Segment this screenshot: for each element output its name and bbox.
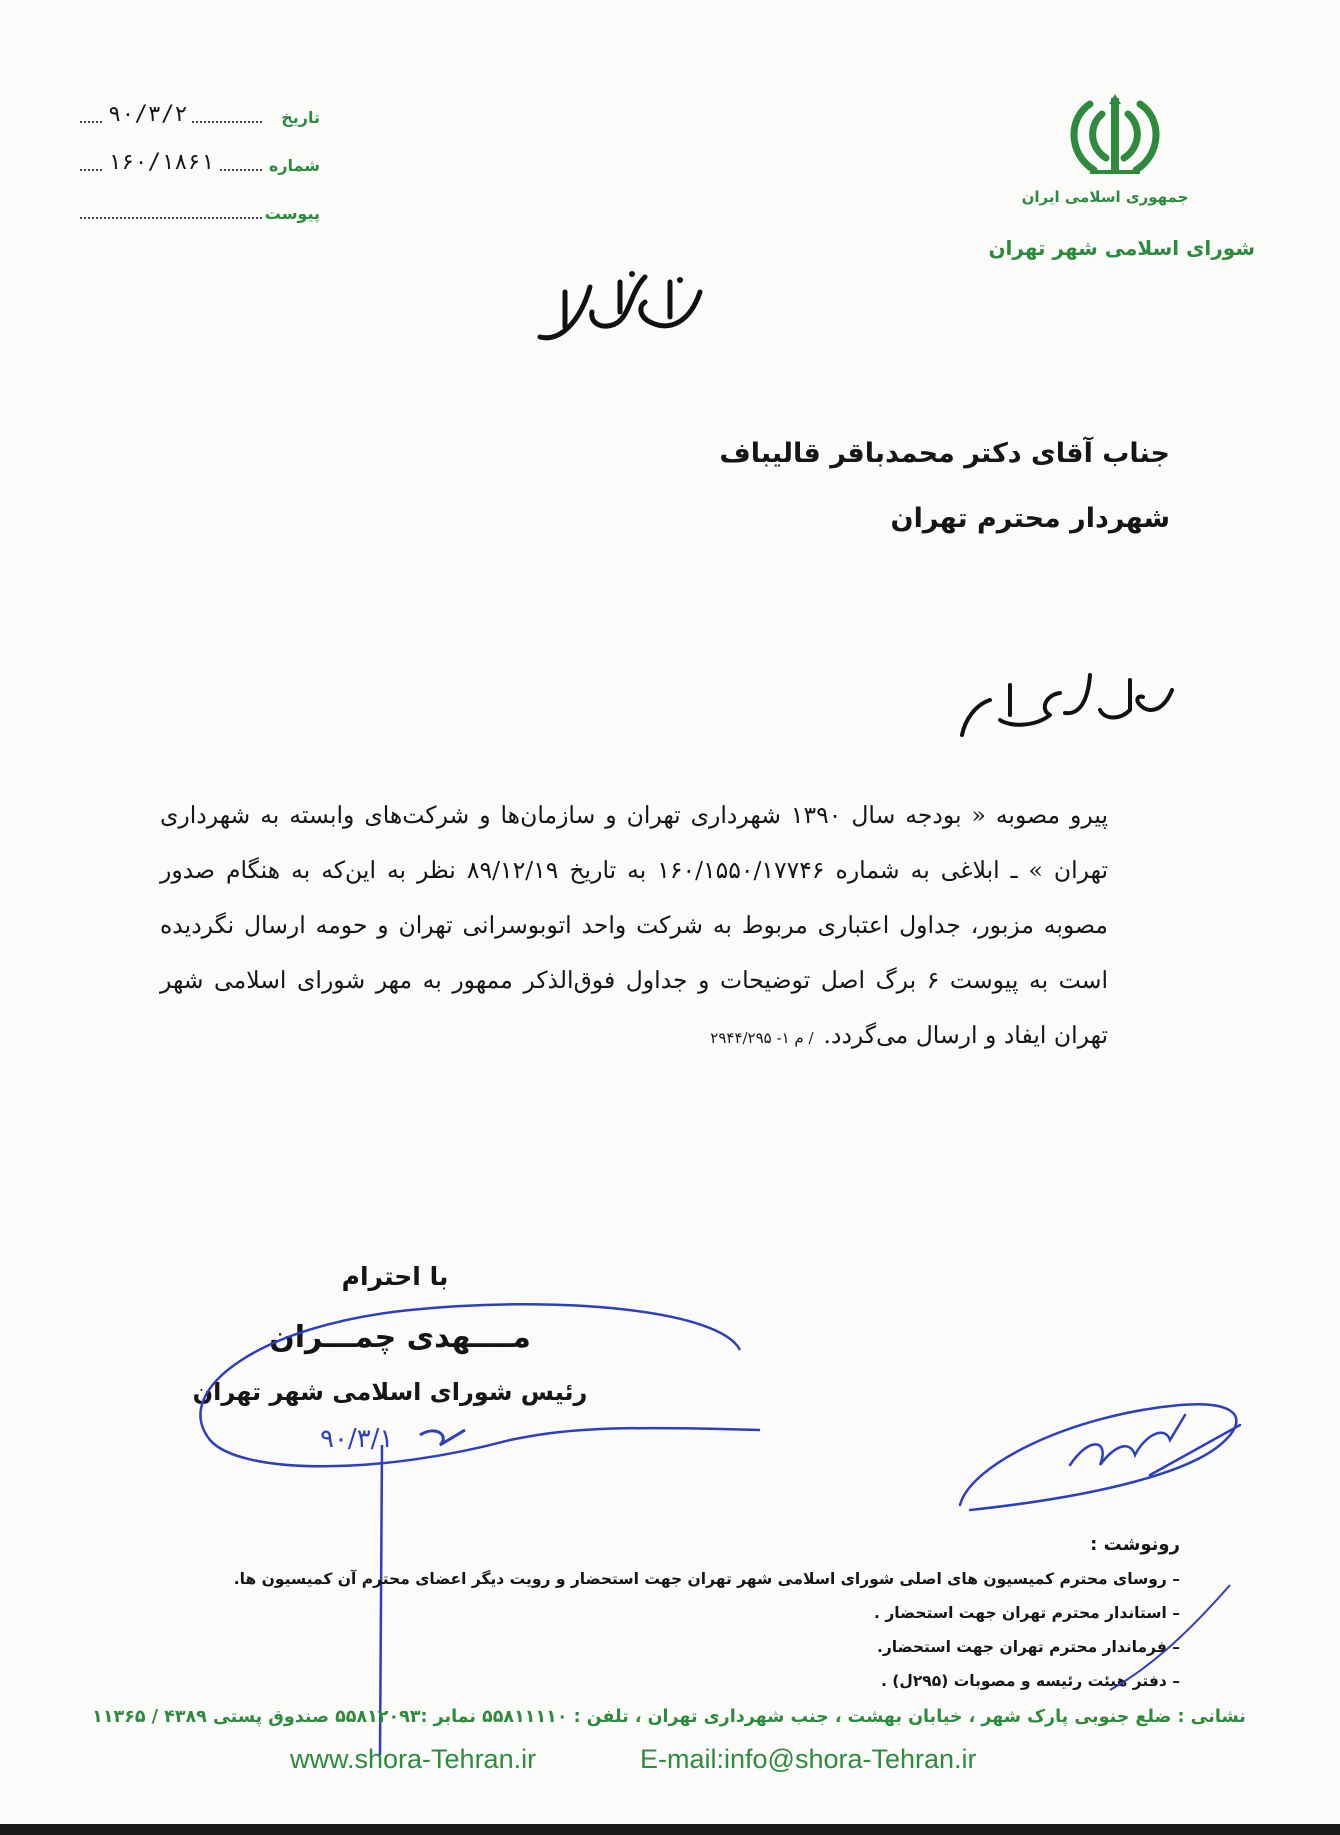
council-label: شورای اسلامی شهر تهران: [988, 236, 1255, 260]
date-row: [80, 104, 320, 134]
republic-label: جمهوری اسلامی ایران: [1021, 188, 1189, 206]
cc-ink-stroke: [1105, 1580, 1235, 1695]
addressee-name: جناب آقای دکتر محمدباقر قالیباف: [719, 438, 1170, 469]
number-row: [80, 152, 320, 182]
attachment-label: پیوست: [264, 204, 320, 223]
salutation-calligraphy: [950, 665, 1180, 745]
footer-email[interactable]: E-mail:info@shora-Tehran.ir: [640, 1744, 977, 1774]
signer-name: مــــهدی چمـــران: [269, 1320, 531, 1355]
reference-code: / م ۱- ۲۹۴۴/۲۹۵: [710, 1029, 814, 1047]
scan-edge-bar: [0, 1824, 1340, 1835]
attachment-dots: [80, 217, 262, 219]
footer-website[interactable]: www.shora-Tehran.ir: [290, 1744, 537, 1774]
closing-text: با احترام: [341, 1262, 449, 1291]
cc-item-2: – استاندار محترم تهران جهت استحضار .: [874, 1604, 1180, 1622]
attachment-row: [80, 200, 320, 230]
cc-item-4: – دفتر هیئت رئیسه و مصوبات (۲۹۵ل) .: [881, 1672, 1180, 1690]
cc-title: رونوشت :: [1090, 1534, 1180, 1555]
footer-address: نشانی : ضلع جنوبی پارک شهر ، خیابان بهشت ، جنب شهرداری تهران ، تلفن : ۵۵۸۱۱۱۱۰ نمابر :۵۵۸۱۲۰۹۳ صندوق پستی ۴۳۸۹ / ۱۱۳۶۵: [92, 1707, 1246, 1727]
date-value: ۹۰/۳/۲: [104, 102, 191, 127]
handwritten-date-mark: [300, 1425, 480, 1755]
handwritten-signature: [950, 1385, 1250, 1535]
number-label: شماره: [268, 156, 320, 175]
letter-body: [160, 788, 1108, 1066]
number-value: ۱۶۰/۱۸۶۱: [104, 150, 218, 175]
addressee-title: شهردار محترم تهران: [890, 503, 1170, 534]
signer-title: رئیس شورای اسلامی شهر تهران: [192, 1378, 588, 1406]
handwritten-date: ۹۰/۳/۱: [320, 1425, 394, 1454]
iran-emblem-icon: [1060, 92, 1170, 178]
letter-body-paragraph: پیرو مصوبه « بودجه سال ۱۳۹۰ شهرداری تهران و سازمان‌ها و شرکت‌های وابسته به شهرداری تهران » ـ ابلاغی به شماره ۱۶۰/۱۵۵۰/۱۷۷۴۶ به تاریخ ۸۹/۱۲/۱۹ نظر به این‌که به هنگام صدور مصوبه مزبور، جداول اعتباری مربوط به شرکت واحد اتوبوسرانی تهران و حومه ارسال نگردیده است به پیوست ۶ برگ اصل توضیحات و جداول فوق‌الذکر ممهور به مهر شورای اسلامی شهر تهران ایفاد و ارسال می‌گردد.: [160, 801, 1108, 1049]
cc-item-1: – روسای محترم کمیسیون های اصلی شورای اسلامی شهر تهران جهت استحضار و رویت دیگر اعضای محترم آن کمیسیون ها.: [233, 1570, 1180, 1588]
cc-item-3: – فرماندار محترم تهران جهت استحضار.: [876, 1638, 1180, 1656]
date-label: تاریخ: [281, 108, 320, 127]
bismillah-calligraphy: [520, 262, 720, 362]
